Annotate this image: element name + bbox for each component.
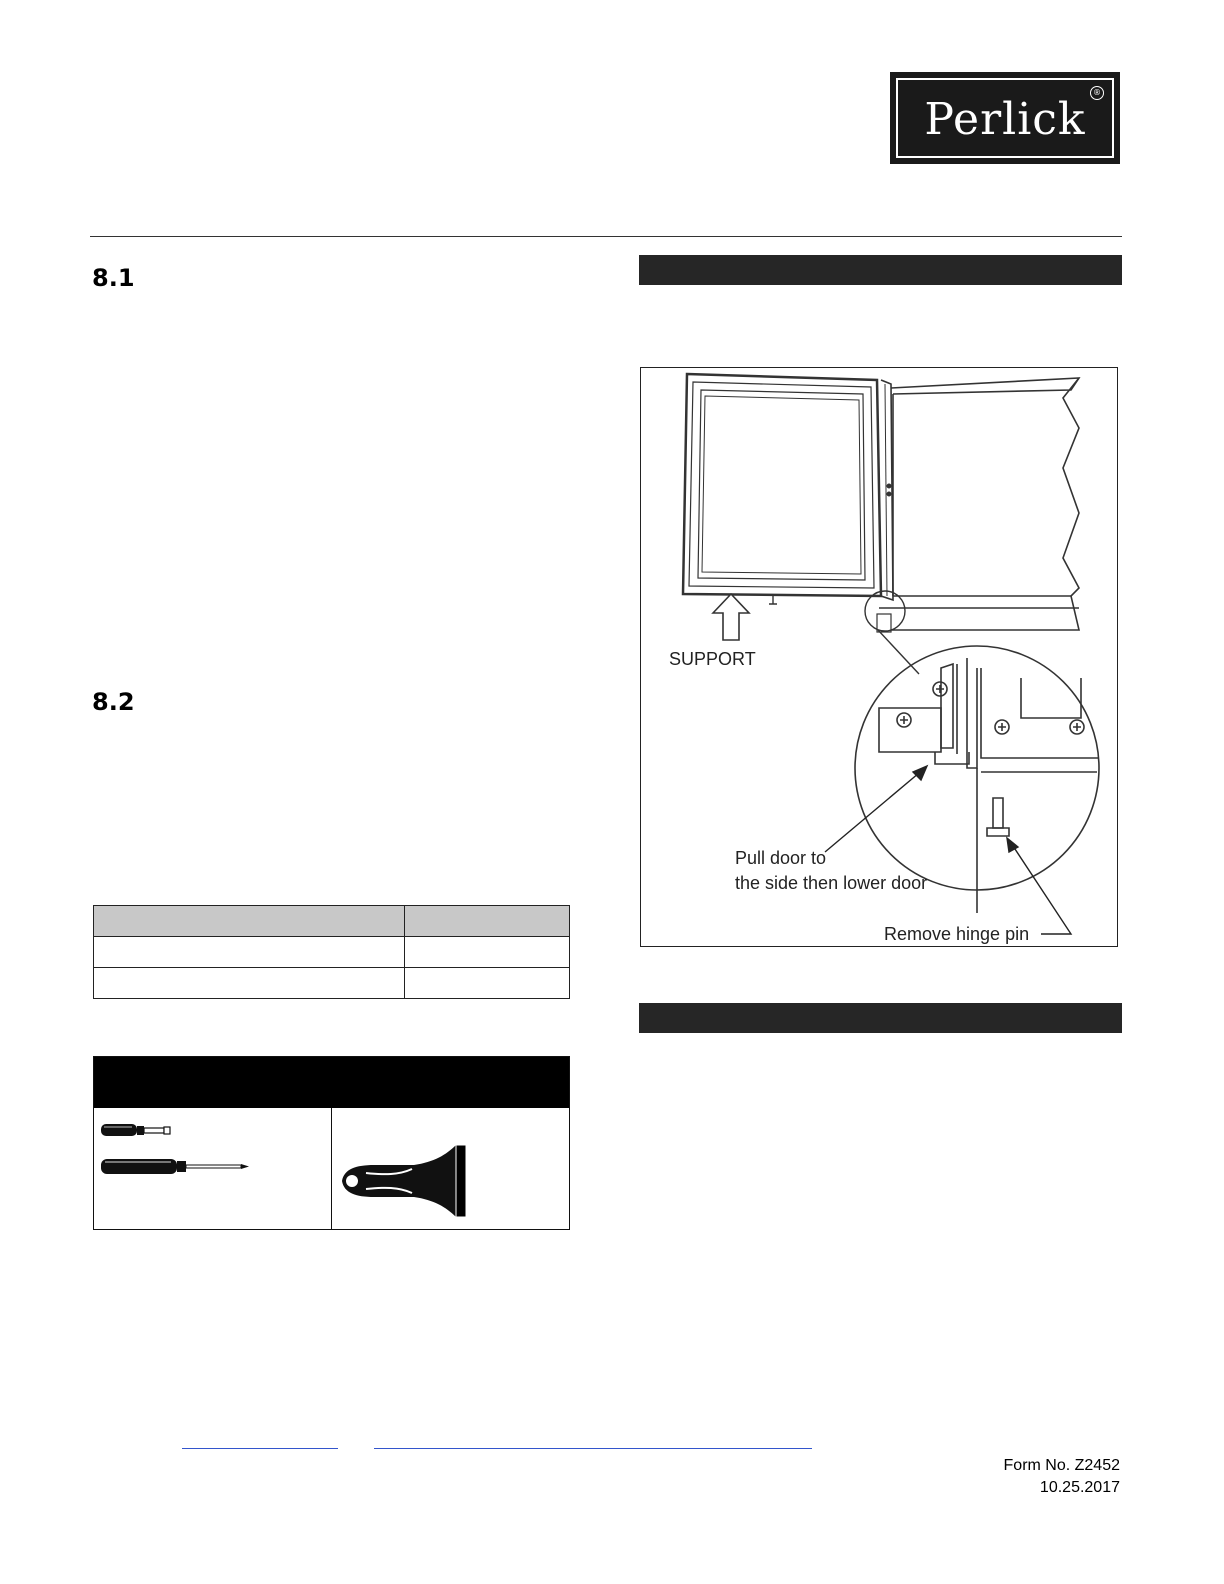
support-arrow-icon: [713, 594, 749, 640]
section-number-8-1: 8.1: [92, 264, 135, 292]
remove-hinge-pin-label: Remove hinge pin: [884, 924, 1030, 944]
logo-wordmark: Perlick: [924, 94, 1086, 145]
pull-door-arrow: [825, 766, 927, 852]
table-header-cell: [94, 906, 405, 937]
table-cell: [405, 937, 570, 968]
pull-door-label-line1: Pull door to: [735, 848, 827, 868]
phillips-screwdriver-icon: [101, 1159, 249, 1174]
support-label: SUPPORT: [669, 649, 756, 669]
form-info: [1004, 1455, 1120, 1499]
putty-knife-icon: [342, 1145, 466, 1217]
right-header-bar-2: [639, 1003, 1122, 1033]
table-row: [94, 968, 570, 999]
form-number: Form No. Z2452: [1003, 1457, 1120, 1474]
registered-mark: ®: [1090, 86, 1104, 100]
form-date: 10.25.2017: [1039, 1479, 1120, 1496]
logo-frame: [896, 78, 1114, 158]
flathead-screwdriver-icon: [101, 1124, 170, 1136]
footer-link-2[interactable]: [374, 1448, 812, 1449]
door-drawing: [683, 374, 893, 604]
table-row: [94, 937, 570, 968]
parts-table: [93, 905, 570, 999]
cabinet-drawing: [879, 378, 1079, 630]
pull-door-label-line2: the side then lower door: [735, 873, 928, 893]
table-header-cell: [405, 906, 570, 937]
footer-link-1[interactable]: [182, 1448, 338, 1449]
perlick-logo: [890, 72, 1120, 164]
table-cell: [94, 937, 405, 968]
table-cell: [405, 968, 570, 999]
remove-hinge-arrow: [1007, 838, 1071, 934]
right-header-bar-1: [639, 255, 1122, 285]
header-divider: [90, 236, 1122, 237]
tools-required-box: [93, 1056, 570, 1230]
hinge-callout: [865, 591, 919, 674]
door-removal-figure: [640, 367, 1118, 947]
door-hinge-diagram: [641, 368, 1117, 946]
tools-illustration: [94, 1057, 568, 1228]
table-header-row: [94, 906, 570, 937]
section-number-8-2: 8.2: [92, 688, 135, 716]
table-cell: [94, 968, 405, 999]
